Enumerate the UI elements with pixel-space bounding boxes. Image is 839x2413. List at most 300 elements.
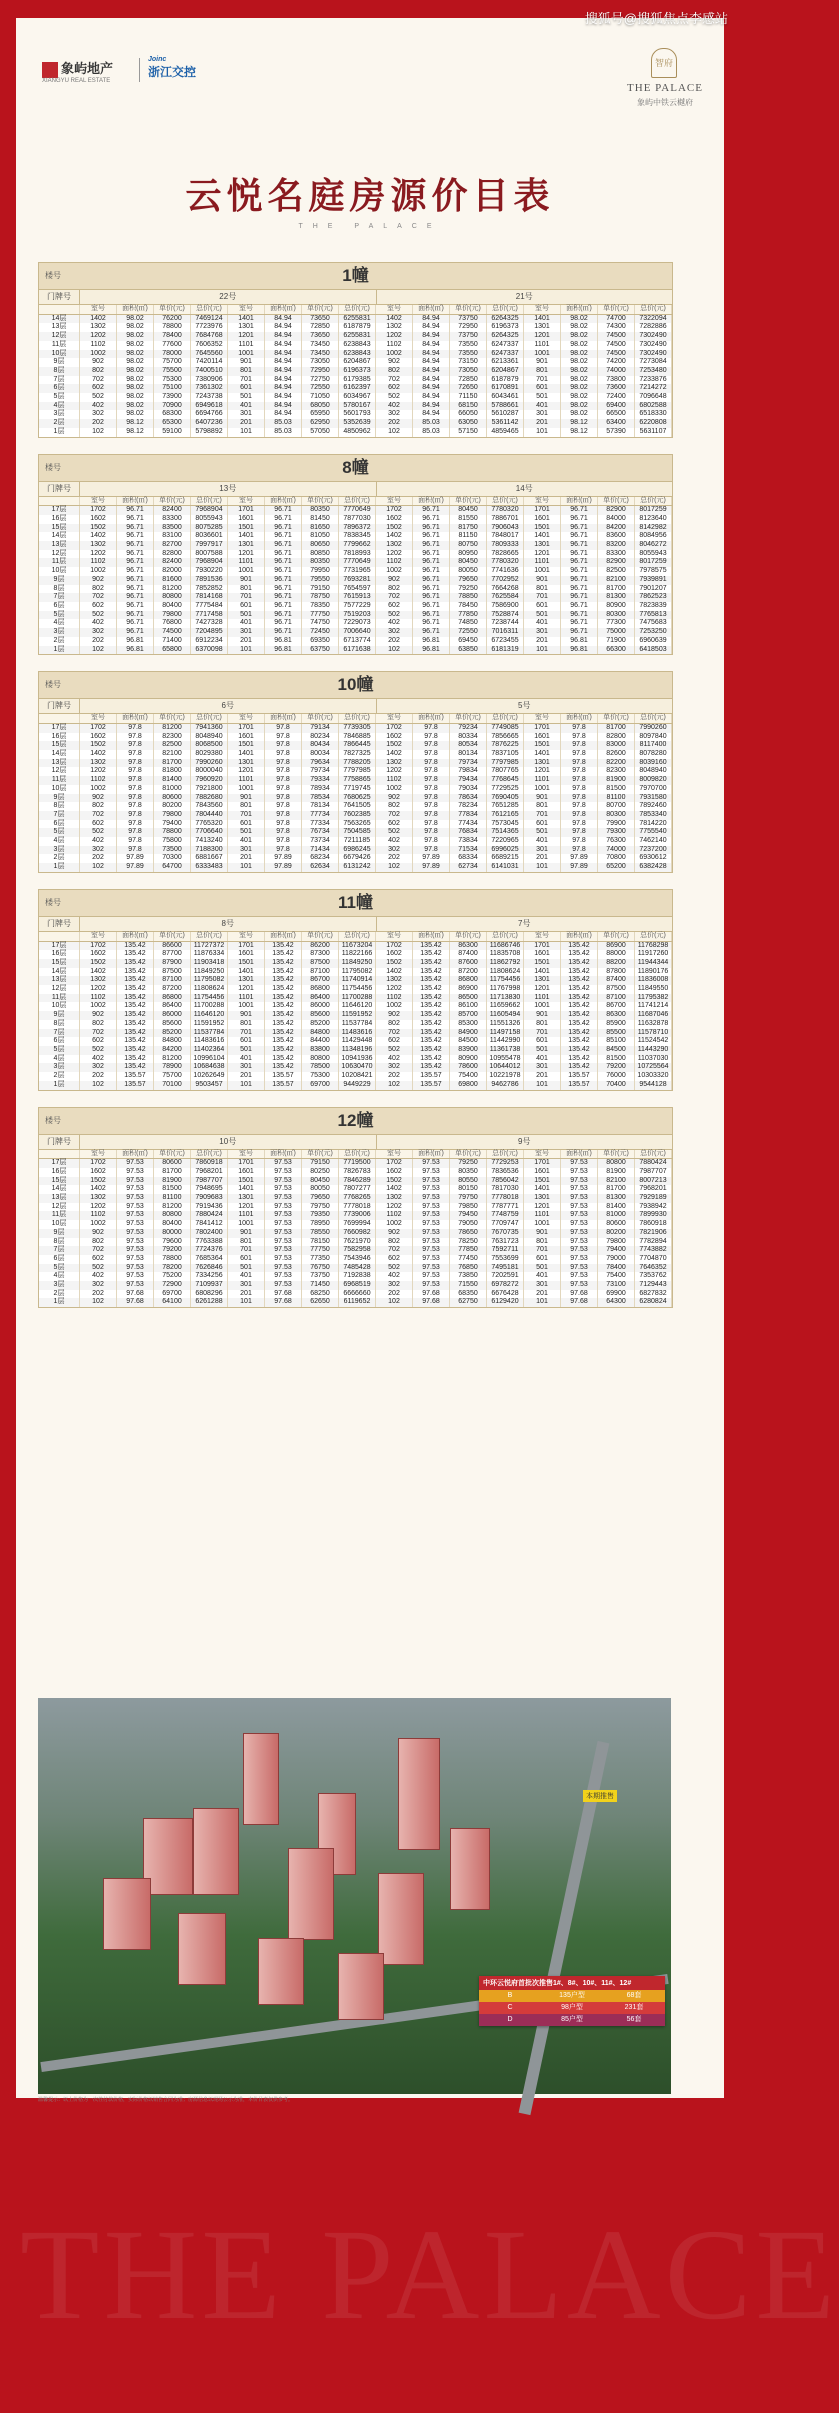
price-cell: 702 bbox=[376, 1029, 413, 1038]
price-cell: 1201 bbox=[524, 332, 561, 341]
price-cell: 96.81 bbox=[561, 646, 598, 655]
price-cell: 301 bbox=[524, 1281, 561, 1290]
floor-cell: 7层 bbox=[39, 376, 80, 385]
price-cell: 601 bbox=[524, 820, 561, 829]
price-cell: 96.71 bbox=[561, 611, 598, 620]
price-cell: 87300 bbox=[302, 950, 339, 959]
price-cell: 80400 bbox=[154, 602, 191, 611]
table-row bbox=[39, 854, 672, 863]
table-row bbox=[39, 1281, 672, 1290]
price-cell: 101 bbox=[524, 1298, 561, 1307]
price-cell: 1501 bbox=[228, 959, 265, 968]
price-cell: 1201 bbox=[228, 767, 265, 776]
price-cell: 135.42 bbox=[561, 976, 598, 985]
price-cell: 6179385 bbox=[339, 376, 376, 385]
price-cell: 97.53 bbox=[561, 1177, 598, 1186]
price-cell: 401 bbox=[524, 1272, 561, 1281]
price-cell: 6131242 bbox=[339, 863, 376, 872]
door-label: 门牌号 bbox=[39, 290, 80, 304]
price-cell: 102 bbox=[376, 1081, 413, 1090]
price-cell: 98.02 bbox=[561, 332, 598, 341]
price-cell: 10644012 bbox=[487, 1063, 524, 1072]
price-cell: 6518330 bbox=[635, 410, 672, 419]
unit-label: 13号 bbox=[80, 482, 377, 496]
price-cell: 602 bbox=[376, 820, 413, 829]
price-cell: 96.81 bbox=[561, 637, 598, 646]
price-cell: 1201 bbox=[524, 985, 561, 994]
price-cell: 902 bbox=[80, 358, 117, 367]
price-cell: 96.71 bbox=[265, 576, 302, 585]
price-cell: 83200 bbox=[598, 541, 635, 550]
floor-cell: 7层 bbox=[39, 1246, 80, 1255]
price-cell: 7970700 bbox=[635, 785, 672, 794]
price-cell: 7821906 bbox=[635, 1229, 672, 1238]
price-cell: 135.42 bbox=[561, 950, 598, 959]
column-header: 室号 bbox=[524, 497, 561, 506]
floor-cell: 13层 bbox=[39, 759, 80, 768]
price-cell: 97.8 bbox=[117, 767, 154, 776]
building bbox=[398, 1738, 440, 1850]
price-cell: 302 bbox=[376, 846, 413, 855]
price-cell: 7690405 bbox=[487, 794, 524, 803]
price-cell: 7654597 bbox=[339, 585, 376, 594]
price-cell: 1501 bbox=[228, 524, 265, 533]
price-cell: 97.53 bbox=[117, 1238, 154, 1247]
price-cell: 85.03 bbox=[413, 428, 450, 437]
price-cell: 102 bbox=[376, 1298, 413, 1307]
price-cell: 701 bbox=[228, 1029, 265, 1038]
price-cell: 96.71 bbox=[265, 541, 302, 550]
price-cell: 801 bbox=[228, 1238, 265, 1247]
price-cell: 6196373 bbox=[487, 323, 524, 332]
price-cell: 97.89 bbox=[561, 854, 598, 863]
price-cell: 7846289 bbox=[339, 1177, 376, 1186]
price-cell: 79234 bbox=[450, 723, 487, 732]
price-cell: 80800 bbox=[302, 1055, 339, 1064]
price-cell: 502 bbox=[80, 611, 117, 620]
price-cell: 702 bbox=[80, 1246, 117, 1255]
price-cell: 7220965 bbox=[487, 837, 524, 846]
column-header: 面积(㎡) bbox=[561, 1150, 598, 1159]
price-cell: 135.42 bbox=[265, 941, 302, 950]
price-cell: 1402 bbox=[80, 968, 117, 977]
price-cell: 6978272 bbox=[487, 1281, 524, 1290]
price-cell: 201 bbox=[228, 1290, 265, 1299]
floor-cell: 10层 bbox=[39, 785, 80, 794]
price-cell: 7237200 bbox=[635, 846, 672, 855]
building bbox=[103, 1878, 151, 1950]
price-cell: 84.94 bbox=[265, 341, 302, 350]
price-cell: 7978575 bbox=[635, 567, 672, 576]
price-cell: 68234 bbox=[302, 854, 339, 863]
price-cell: 78400 bbox=[154, 332, 191, 341]
price-cell: 97.53 bbox=[561, 1281, 598, 1290]
price-cell: 81400 bbox=[154, 776, 191, 785]
price-cell: 7814220 bbox=[635, 820, 672, 829]
price-cell: 7202591 bbox=[487, 1272, 524, 1281]
table-row bbox=[39, 1177, 672, 1186]
price-cell: 73734 bbox=[302, 837, 339, 846]
table-row bbox=[39, 646, 672, 655]
legend-desc: 85户型 bbox=[561, 2016, 583, 2023]
table-row bbox=[39, 1238, 672, 1247]
price-cell: 1401 bbox=[524, 1185, 561, 1194]
legend-row bbox=[479, 1990, 665, 2002]
price-cell: 901 bbox=[524, 1011, 561, 1020]
price-cell: 97.53 bbox=[561, 1194, 598, 1203]
price-cell: 84900 bbox=[450, 1029, 487, 1038]
price-cell: 7880424 bbox=[635, 1159, 672, 1168]
price-cell: 701 bbox=[228, 1246, 265, 1255]
price-cell: 7899930 bbox=[635, 1211, 672, 1220]
price-cell: 135.42 bbox=[117, 968, 154, 977]
price-cell: 1402 bbox=[376, 1185, 413, 1194]
price-cell: 96.81 bbox=[413, 637, 450, 646]
column-header: 面积(㎡) bbox=[561, 932, 598, 941]
price-cell: 69450 bbox=[450, 637, 487, 646]
developer-logo bbox=[42, 58, 113, 84]
table-row bbox=[39, 602, 672, 611]
price-cell: 202 bbox=[80, 1290, 117, 1299]
price-cell: 135.57 bbox=[413, 1072, 450, 1081]
price-cell: 97.89 bbox=[265, 854, 302, 863]
price-cell: 5352639 bbox=[339, 419, 376, 428]
price-cell: 79800 bbox=[154, 811, 191, 820]
column-header: 单价(元) bbox=[598, 497, 635, 506]
legend-row bbox=[479, 2002, 665, 2014]
price-cell: 68334 bbox=[450, 854, 487, 863]
price-cell: 135.42 bbox=[561, 994, 598, 1003]
price-cell: 83600 bbox=[598, 532, 635, 541]
price-cell: 7602385 bbox=[339, 811, 376, 820]
price-cell: 97.8 bbox=[117, 828, 154, 837]
price-cell: 97.8 bbox=[265, 785, 302, 794]
price-cell: 96.71 bbox=[117, 550, 154, 559]
price-cell: 6204867 bbox=[487, 367, 524, 376]
price-cell: 80450 bbox=[450, 506, 487, 515]
price-cell: 8097840 bbox=[635, 733, 672, 742]
floor-cell: 8层 bbox=[39, 1020, 80, 1029]
price-cell: 7233876 bbox=[635, 376, 672, 385]
price-cell: 73050 bbox=[450, 367, 487, 376]
price-cell: 66500 bbox=[598, 410, 635, 419]
floor-cell: 12层 bbox=[39, 1203, 80, 1212]
price-cell: 7802400 bbox=[191, 1229, 228, 1238]
price-cell: 7852852 bbox=[191, 585, 228, 594]
price-cell: 1201 bbox=[524, 1203, 561, 1212]
price-cell: 97.68 bbox=[265, 1298, 302, 1307]
unit-row bbox=[39, 917, 672, 932]
table-row bbox=[39, 524, 672, 533]
price-cell: 84800 bbox=[302, 1029, 339, 1038]
price-cell: 7828665 bbox=[487, 550, 524, 559]
floor-cell: 11层 bbox=[39, 994, 80, 1003]
price-cell: 79034 bbox=[450, 785, 487, 794]
price-cell: 601 bbox=[228, 1255, 265, 1264]
price-cell: 73750 bbox=[450, 332, 487, 341]
price-cell: 78350 bbox=[302, 602, 339, 611]
column-header: 单价(元) bbox=[302, 305, 339, 314]
column-header: 室号 bbox=[228, 714, 265, 723]
price-cell: 98.02 bbox=[561, 358, 598, 367]
price-cell: 101 bbox=[228, 1298, 265, 1307]
price-cell: 96.71 bbox=[413, 567, 450, 576]
table-row bbox=[39, 837, 672, 846]
price-cell: 7797985 bbox=[339, 767, 376, 776]
column-header: 总价(元) bbox=[339, 932, 376, 941]
price-cell: 98.02 bbox=[117, 358, 154, 367]
price-cell: 98.02 bbox=[117, 341, 154, 350]
price-cell: 101 bbox=[524, 428, 561, 437]
floor-cell: 8层 bbox=[39, 367, 80, 376]
building-table bbox=[38, 889, 673, 1091]
price-cell: 7016311 bbox=[487, 628, 524, 637]
price-cell: 7641505 bbox=[339, 802, 376, 811]
palace-name-cn: 象屿中铁云樾府 bbox=[637, 98, 693, 107]
price-cell: 1501 bbox=[228, 741, 265, 750]
price-cell: 102 bbox=[376, 863, 413, 872]
price-cell: 602 bbox=[80, 384, 117, 393]
price-cell: 601 bbox=[524, 384, 561, 393]
price-cell: 135.42 bbox=[561, 1037, 598, 1046]
price-cell: 901 bbox=[524, 1229, 561, 1238]
price-cell: 7743882 bbox=[635, 1246, 672, 1255]
price-cell: 901 bbox=[228, 1229, 265, 1238]
price-cell: 81150 bbox=[450, 532, 487, 541]
price-cell: 81200 bbox=[154, 1055, 191, 1064]
price-cell: 87100 bbox=[302, 968, 339, 977]
floor-cell: 10层 bbox=[39, 1220, 80, 1229]
price-cell: 801 bbox=[228, 367, 265, 376]
table-row bbox=[39, 1203, 672, 1212]
price-cell: 7862523 bbox=[635, 593, 672, 602]
price-cell: 80350 bbox=[302, 506, 339, 515]
column-header: 总价(元) bbox=[339, 305, 376, 314]
price-cell: 7729253 bbox=[487, 1159, 524, 1168]
price-cell: 8123640 bbox=[635, 515, 672, 524]
column-header: 总价(元) bbox=[191, 714, 228, 723]
price-cell: 78000 bbox=[154, 350, 191, 359]
price-cell: 80200 bbox=[154, 802, 191, 811]
price-cell: 11795382 bbox=[635, 994, 672, 1003]
price-cell: 71550 bbox=[450, 1281, 487, 1290]
price-cell: 74700 bbox=[598, 314, 635, 323]
price-cell: 201 bbox=[228, 637, 265, 646]
price-cell: 802 bbox=[376, 367, 413, 376]
price-cell: 80900 bbox=[598, 602, 635, 611]
price-cell: 7892460 bbox=[635, 802, 672, 811]
price-cell: 97.53 bbox=[117, 1255, 154, 1264]
table-row bbox=[39, 367, 672, 376]
price-cell: 97.53 bbox=[561, 1246, 598, 1255]
price-cell: 97.8 bbox=[413, 828, 450, 837]
column-header: 面积(㎡) bbox=[413, 1150, 450, 1159]
price-cell: 302 bbox=[80, 846, 117, 855]
floor-cell: 6层 bbox=[39, 1255, 80, 1264]
price-cell: 7519203 bbox=[339, 611, 376, 620]
floor-cell: 14层 bbox=[39, 314, 80, 323]
price-cell: 1302 bbox=[376, 323, 413, 332]
price-cell: 97.53 bbox=[413, 1168, 450, 1177]
price-cell: 802 bbox=[376, 585, 413, 594]
price-cell: 97.53 bbox=[265, 1168, 302, 1177]
price-cell: 11713830 bbox=[487, 994, 524, 1003]
price-cell: 85200 bbox=[154, 1029, 191, 1038]
price-cell: 1501 bbox=[524, 1177, 561, 1186]
price-cell: 135.42 bbox=[117, 985, 154, 994]
price-cell: 97.8 bbox=[265, 741, 302, 750]
price-cell: 10262649 bbox=[191, 1072, 228, 1081]
floor-cell: 11层 bbox=[39, 1211, 80, 1220]
price-cell: 202 bbox=[376, 1290, 413, 1299]
price-cell: 1302 bbox=[80, 759, 117, 768]
column-header: 单价(元) bbox=[302, 497, 339, 506]
price-cell: 501 bbox=[524, 1264, 561, 1273]
price-cell: 1601 bbox=[228, 1168, 265, 1177]
price-cell: 79600 bbox=[154, 1238, 191, 1247]
price-cell: 79350 bbox=[302, 1211, 339, 1220]
price-cell: 7837105 bbox=[487, 750, 524, 759]
price-cell: 7361302 bbox=[191, 384, 228, 393]
price-cell: 73800 bbox=[598, 376, 635, 385]
table-row bbox=[39, 1063, 672, 1072]
price-cell: 7229073 bbox=[339, 619, 376, 628]
bottom-decoration bbox=[0, 2140, 839, 2413]
price-cell: 69700 bbox=[302, 1081, 339, 1090]
price-cell: 73100 bbox=[598, 1281, 635, 1290]
building-table bbox=[38, 1107, 673, 1309]
building-table bbox=[38, 454, 673, 656]
price-cell: 902 bbox=[376, 794, 413, 803]
price-cell: 73550 bbox=[450, 341, 487, 350]
price-cell: 97.8 bbox=[265, 723, 302, 732]
floor-cell: 13层 bbox=[39, 1194, 80, 1203]
price-cell: 135.42 bbox=[561, 959, 598, 968]
column-header: 总价(元) bbox=[487, 932, 524, 941]
floor-cell: 15层 bbox=[39, 741, 80, 750]
price-cell: 1602 bbox=[376, 515, 413, 524]
price-cell: 11903418 bbox=[191, 959, 228, 968]
column-header: 室号 bbox=[524, 305, 561, 314]
price-cell: 71050 bbox=[302, 393, 339, 402]
column-header: 单价(元) bbox=[450, 932, 487, 941]
partner-logo-text: 浙江交控 bbox=[148, 65, 197, 79]
price-cell: 1502 bbox=[376, 959, 413, 968]
price-cell: 78150 bbox=[302, 1238, 339, 1247]
price-cell: 135.42 bbox=[117, 950, 154, 959]
price-cell: 7680625 bbox=[339, 794, 376, 803]
table-row bbox=[39, 1229, 672, 1238]
price-cell: 97.53 bbox=[413, 1281, 450, 1290]
price-cell: 97.53 bbox=[413, 1272, 450, 1281]
column-header: 总价(元) bbox=[339, 497, 376, 506]
price-cell: 702 bbox=[376, 593, 413, 602]
price-cell: 1202 bbox=[376, 767, 413, 776]
price-cell: 96.71 bbox=[413, 532, 450, 541]
price-cell: 6676428 bbox=[487, 1290, 524, 1299]
price-cell: 97.8 bbox=[117, 820, 154, 829]
price-cell: 82300 bbox=[154, 733, 191, 742]
floor-cell: 12层 bbox=[39, 332, 80, 341]
price-cell: 135.42 bbox=[413, 1055, 450, 1064]
price-cell: 7282886 bbox=[635, 323, 672, 332]
price-cell: 402 bbox=[80, 402, 117, 411]
price-cell: 81900 bbox=[154, 1177, 191, 1186]
price-cell: 80700 bbox=[598, 802, 635, 811]
price-cell: 69700 bbox=[154, 1290, 191, 1299]
table-row bbox=[39, 358, 672, 367]
price-cell: 1302 bbox=[376, 759, 413, 768]
price-cell: 96.71 bbox=[265, 593, 302, 602]
price-cell: 135.42 bbox=[117, 1055, 154, 1064]
price-cell: 1101 bbox=[524, 994, 561, 1003]
column-header: 单价(元) bbox=[302, 1150, 339, 1159]
price-cell: 11659662 bbox=[487, 1002, 524, 1011]
table-row bbox=[39, 1020, 672, 1029]
price-cell: 502 bbox=[376, 828, 413, 837]
price-cell: 73850 bbox=[450, 1272, 487, 1281]
price-cell: 96.71 bbox=[561, 532, 598, 541]
price-cell: 1202 bbox=[376, 550, 413, 559]
price-cell: 135.42 bbox=[265, 1046, 302, 1055]
building-label: 楼号 bbox=[45, 897, 61, 907]
price-cell: 7809333 bbox=[487, 541, 524, 550]
price-cell: 96.81 bbox=[265, 637, 302, 646]
price-cell: 82700 bbox=[154, 541, 191, 550]
price-cell: 96.71 bbox=[561, 550, 598, 559]
price-cell: 1102 bbox=[376, 994, 413, 1003]
table-row bbox=[39, 350, 672, 359]
price-cell: 78250 bbox=[450, 1238, 487, 1247]
price-cell: 96.71 bbox=[265, 611, 302, 620]
price-cell: 82900 bbox=[598, 506, 635, 515]
price-cell: 301 bbox=[524, 410, 561, 419]
building-label: 楼号 bbox=[45, 1115, 61, 1125]
price-cell: 97.53 bbox=[265, 1238, 302, 1247]
price-cell: 97.8 bbox=[561, 828, 598, 837]
price-cell: 6247337 bbox=[487, 341, 524, 350]
price-cell: 9462786 bbox=[487, 1081, 524, 1090]
price-cell: 6723455 bbox=[487, 637, 524, 646]
price-cell: 135.42 bbox=[413, 959, 450, 968]
watermark: 搜狐号@搜狐焦点李感站 bbox=[584, 11, 728, 26]
price-cell: 97.53 bbox=[117, 1211, 154, 1220]
price-cell: 97.8 bbox=[413, 846, 450, 855]
floor-cell: 12层 bbox=[39, 767, 80, 776]
price-cell: 8117400 bbox=[635, 741, 672, 750]
price-cell: 98.02 bbox=[117, 410, 154, 419]
price-cell: 7684768 bbox=[191, 332, 228, 341]
table-row bbox=[39, 1011, 672, 1020]
floor-cell: 7层 bbox=[39, 811, 80, 820]
price-cell: 7758865 bbox=[339, 776, 376, 785]
price-cell: 96.71 bbox=[265, 506, 302, 515]
price-cell: 97.53 bbox=[561, 1185, 598, 1194]
price-cell: 78800 bbox=[154, 828, 191, 837]
price-cell: 66300 bbox=[598, 646, 635, 655]
price-cell: 77750 bbox=[302, 1246, 339, 1255]
price-cell: 97.53 bbox=[561, 1255, 598, 1264]
price-cell: 7780320 bbox=[487, 506, 524, 515]
price-cell: 201 bbox=[524, 637, 561, 646]
price-cell: 84.94 bbox=[413, 323, 450, 332]
price-cell: 401 bbox=[524, 1055, 561, 1064]
price-cell: 84.94 bbox=[413, 410, 450, 419]
column-header: 总价(元) bbox=[339, 1150, 376, 1159]
price-cell: 502 bbox=[376, 1264, 413, 1273]
price-cell: 1701 bbox=[524, 506, 561, 515]
price-cell: 74500 bbox=[598, 332, 635, 341]
